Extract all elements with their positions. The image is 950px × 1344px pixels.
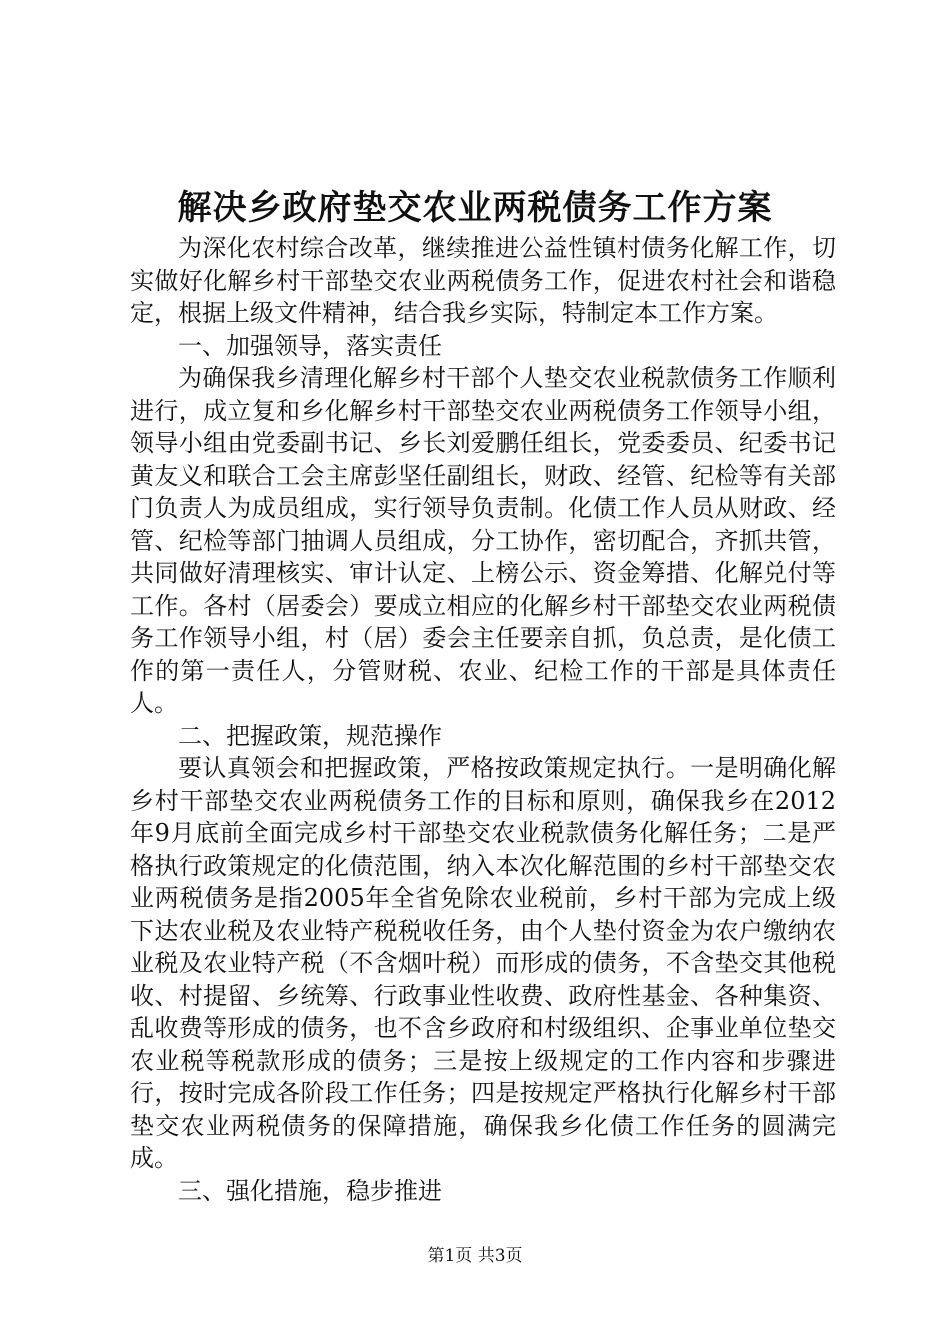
section-heading-1: 一、加强领导，落实责任: [178, 331, 442, 360]
section-1-paragraph: 为确保我乡清理化解乡村干部个人垫交农业税款债务工作顺利进行，成立复和乡化解乡村干部垫交农业两税债务工作领导小组，领导小组由党委副书记、乡长刘爱鹏任组长，党委委员、纪委书记黄友义和联合工会主席彭坚任副组长，财政、经管、纪检等有关部门负责人为成员组成，实行领导负责制。化债工作人员从财政、经管、纪检等部门抽调人员组成，分工协作，密切配合，齐抓共管，共同做好清理核实、审计认定、上榜公示、资金筹措、化解兑付等工作。各村（居委会）要成立相应的化解乡村干部垫交农业两税债务工作领导小组，村（居）委会主任要亲自抓，负总责，是化债工作的第一责任人，分管财税、农业、纪检工作的干部是具体责任人。: [130, 364, 836, 717]
document-body: [130, 232, 836, 1207]
section-2-paragraph: 要认真领会和把握政策，严格按政策规定执行。一是明确化解乡村干部垫交农业两税债务工作的目标和原则，确保我乡在2012年9月底前全面完成乡村干部垫交农业税款债务化解任务；二是严格执行政策规定的化债范围，纳入本次化解范围的乡村干部垫交农业两税债务是指2005年全省免除农业税前，乡村干部为完成上级下达农业税及农业特产税税收任务，由个人垫付资金为农户缴纳农业税及农业特产税（不含烟叶税）而形成的债务，不含垫交其他税收、村提留、乡统筹、行政事业性收费、政府性基金、各种集资、乱收费等形成的债务，也不含乡政府和村级组织、企事业单位垫交农业税等税款形成的债务；三是按上级规定的工作内容和步骤进行，按时完成各阶段工作任务；四是按规定严格执行化解乡村干部垫交农业两税债务的保障措施，确保我乡化债工作任务的圆满完成。: [130, 754, 836, 1172]
intro-paragraph: 为深化农村综合改革，继续推进公益性镇村债务化解工作，切实做好化解乡村干部垫交农业两税债务工作，促进农村社会和谐稳定，根据上级文件精神，结合我乡实际，特制定本工作方案。: [130, 234, 836, 327]
document-title: 解决乡政府垫交农业两税债务工作方案: [177, 188, 773, 228]
section-heading-3: 三、强化措施，稳步推进: [178, 1176, 442, 1205]
page-footer: 第1页 共3页: [427, 1246, 523, 1266]
section-heading-2: 二、把握政策，规范操作: [178, 721, 442, 750]
